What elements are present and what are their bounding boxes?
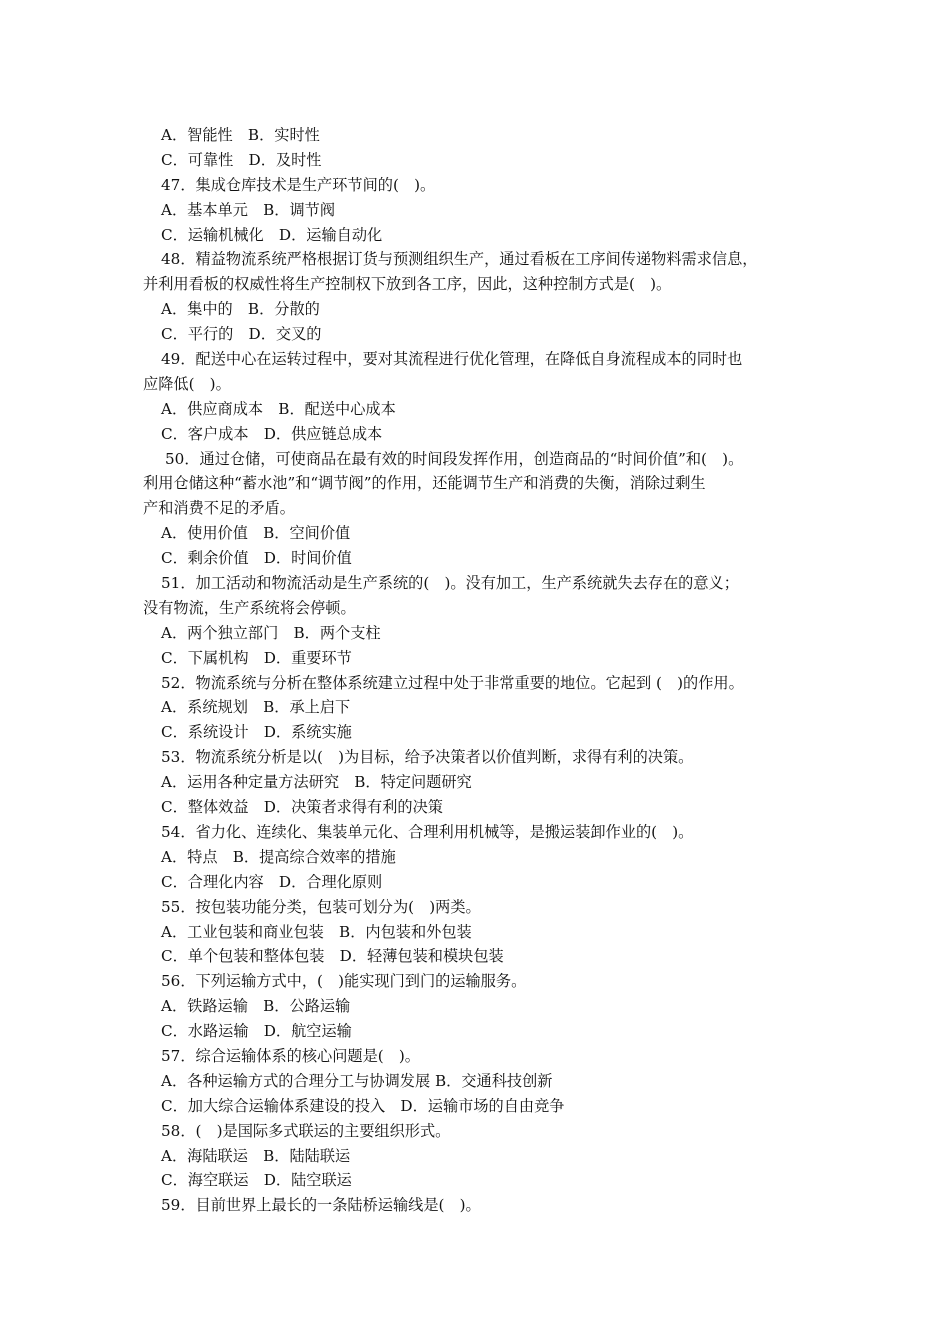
question-47: 47．集成仓库技术是生产环节间的( )。: [161, 175, 436, 194]
option-line: A．铁路运输 B．公路运输: [161, 997, 351, 1016]
question-52: 52．物流系统与分析在整体系统建立过程中处于非常重要的地位。它起到 ( )的作用。: [161, 673, 744, 692]
option-line: C．整体效益 D．决策者求得有利的决策: [161, 798, 443, 817]
question-58: 58．( )是国际多式联运的主要组织形式。: [161, 1121, 451, 1140]
question-50-continued: 利用仓储这种“蓄水池”和“调节阀”的作用，还能调节生产和消费的失衡，消除过剩生: [143, 474, 706, 493]
option-line: A．工业包装和商业包装 B．内包装和外包装: [161, 922, 472, 941]
question-48-continued: 并利用看板的权威性将生产控制权下放到各工序，因此，这种控制方式是( )。: [143, 275, 672, 294]
option-line: A．特点 B．提高综合效率的措施: [161, 847, 396, 866]
option-line: C．平行的 D．交叉的: [161, 325, 322, 344]
question-48: 48．精益物流系统严格根据订货与预测组织生产，通过看板在工序间传递物料需求信息，: [161, 250, 758, 269]
question-51-continued: 没有物流，生产系统将会停顿。: [143, 598, 356, 617]
question-51: 51．加工活动和物流活动是生产系统的( )。没有加工，生产系统就失去存在的意义；: [161, 574, 739, 593]
option-line: A．两个独立部门 B．两个支柱: [161, 623, 381, 642]
option-line: A．基本单元 B．调节阀: [161, 200, 336, 219]
option-line: C．运输机械化 D．运输自动化: [161, 225, 383, 244]
option-line: A．集中的 B．分散的: [161, 300, 320, 319]
option-line: A．运用各种定量方法研究 B．特定问题研究: [161, 773, 472, 792]
option-line: C．可靠性 D．及时性: [161, 150, 322, 169]
question-50: 50．通过仓储，可使商品在最有效的时间段发挥作用，创造商品的“时间价值”和( )。: [165, 449, 744, 468]
option-line: A．各种运输方式的合理分工与协调发展 B．交通科技创新: [161, 1071, 553, 1090]
question-54: 54．省力化、连续化、集装单元化、合理利用机械等，是搬运装卸作业的( )。: [161, 822, 694, 841]
option-line: C．剩余价值 D．时间价值: [161, 549, 352, 568]
option-line: C．海空联运 D．陆空联运: [161, 1171, 352, 1190]
question-56: 56．下列运输方式中，( )能实现门到门的运输服务。: [161, 972, 527, 991]
option-line: A．供应商成本 B．配送中心成本: [161, 399, 396, 418]
question-57: 57．综合运输体系的核心问题是( )。: [161, 1046, 420, 1065]
option-line: A．使用价值 B．空间价值: [161, 524, 351, 543]
option-line: A．智能性 B．实时性: [161, 126, 320, 144]
option-line: C．单个包装和整体包装 D．轻薄包装和模块包装: [161, 947, 504, 966]
option-line: A．系统规划 B．承上启下: [161, 698, 351, 717]
question-55: 55．按包装功能分类，包装可划分为( )两类。: [161, 897, 481, 916]
option-line: C．系统设计 D．系统实施: [161, 723, 352, 742]
question-49-continued: 应降低( )。: [143, 374, 231, 393]
question-50-continued: 产和消费不足的矛盾。: [143, 499, 295, 518]
option-line: C．水路运输 D．航空运输: [161, 1022, 352, 1041]
question-59: 59．目前世界上最长的一条陆桥运输线是( )。: [161, 1196, 481, 1215]
option-line: C．客户成本 D．供应链总成本: [161, 424, 383, 443]
option-line: C．合理化内容 D．合理化原则: [161, 872, 383, 891]
option-line: A．海陆联运 B．陆陆联运: [161, 1146, 351, 1165]
question-53: 53．物流系统分析是以( )为目标，给予决策者以价值判断，求得有利的决策。: [161, 748, 694, 767]
option-line: C．下属机构 D．重要环节: [161, 648, 352, 667]
option-line: C．加大综合运输体系建设的投入 D．运输市场的自由竞争: [161, 1096, 565, 1115]
document-page: [143, 123, 823, 1218]
question-49: 49．配送中心在运转过程中，要对其流程进行优化管理，在降低自身流程成本的同时也: [161, 350, 743, 369]
